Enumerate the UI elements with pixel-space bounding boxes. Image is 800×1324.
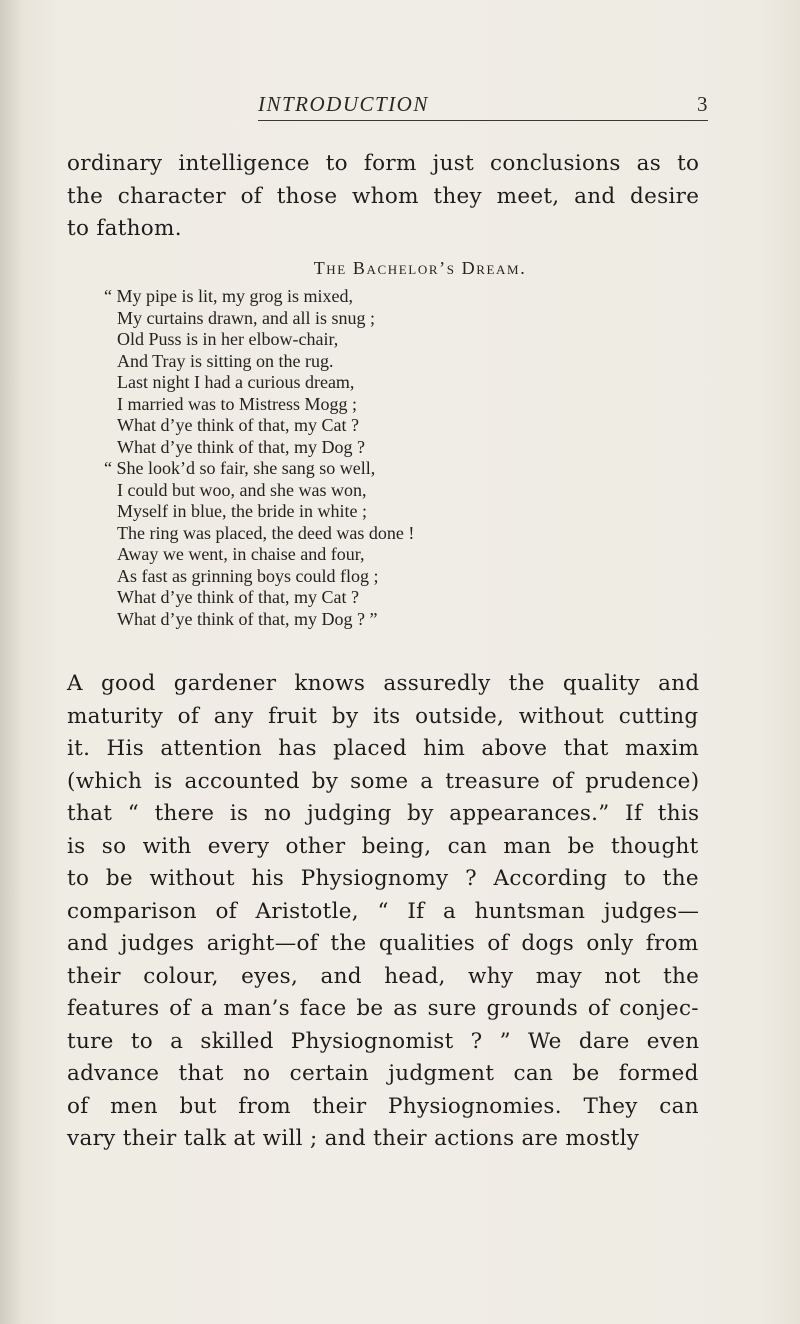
text-line: features of a man’s face be as sure grounds of conjec- bbox=[67, 996, 699, 1021]
text-line: ture to a skilled Physiognomist ? ” We dare even bbox=[67, 1028, 700, 1054]
verse-line: Myself in blue, the bride in white ; bbox=[117, 501, 367, 521]
poem-stanza-1 bbox=[0, 286, 800, 458]
text-line: A good gardener knows assuredly the quality and bbox=[67, 671, 700, 696]
verse-line: I could but woo, and she was won, bbox=[117, 479, 367, 500]
poem-title: The Bachelor’s Dream. bbox=[313, 258, 527, 278]
page-header bbox=[0, 92, 800, 122]
verse-line: I married was to Mistress Mogg ; bbox=[117, 393, 357, 414]
spine-shadow bbox=[0, 0, 22, 1324]
verse-line: The ring was placed, the deed was done ! bbox=[117, 522, 415, 543]
verse-line: Away we went, in chaise and four, bbox=[117, 544, 365, 564]
text-line: it. His attention has placed him above that maxim bbox=[67, 736, 700, 761]
text-line: (which is accounted by some a treasure of prudence) bbox=[67, 768, 700, 794]
text-line: their colour, eyes, and head, why may not the bbox=[67, 963, 700, 989]
text-line: the character of those whom they meet, and desire bbox=[67, 183, 700, 209]
text-line: that “ there is no judging by appearances.” If this bbox=[67, 801, 700, 826]
verse-line: “ My pipe is lit, my grog is mixed, bbox=[104, 286, 353, 306]
verse-line: As fast as grinning boys could flog ; bbox=[117, 565, 379, 586]
verse-line: What d’ye think of that, my Cat ? bbox=[117, 415, 359, 435]
verse-line: My curtains drawn, and all is snug ; bbox=[117, 307, 375, 328]
text-line: is so with every other being, can man be thought bbox=[67, 833, 699, 859]
text-line: vary their talk at will ; and their actions are mostly bbox=[67, 1126, 640, 1151]
text-line: to fathom. bbox=[67, 216, 182, 241]
verse-line: What d’ye think of that, my Dog ? bbox=[117, 436, 365, 457]
text-line: comparison of Aristotle, “ If a huntsman judges— bbox=[67, 898, 700, 924]
header-rule bbox=[258, 120, 708, 121]
text-line: and judges aright—of the qualities of dogs only from bbox=[67, 931, 699, 956]
text-line: of men but from their Physiognomies. They can bbox=[67, 1093, 699, 1119]
verse-line: Last night I had a curious dream, bbox=[117, 372, 355, 392]
verse-line: What d’ye think of that, my Cat ? bbox=[117, 587, 359, 607]
verse-line: What d’ye think of that, my Dog ? ” bbox=[117, 608, 378, 629]
text-line: maturity of any fruit by its outside, without cutting bbox=[67, 703, 699, 729]
text-line: advance that no certain judgment can be formed bbox=[67, 1061, 699, 1086]
paragraph-continued bbox=[67, 148, 699, 246]
verse-line: Old Puss is in her elbow-chair, bbox=[117, 329, 339, 349]
text-line: to be without his Physiognomy ? According to the bbox=[67, 866, 699, 891]
verse-line: And Tray is sitting on the rug. bbox=[117, 350, 334, 371]
text-line: ordinary intelligence to form just conclusions as to bbox=[67, 151, 700, 176]
poem-stanza-2 bbox=[0, 458, 800, 630]
running-head: INTRODUCTION bbox=[258, 92, 429, 116]
page-number: 3 bbox=[697, 92, 708, 116]
paragraph-physiognomy bbox=[67, 668, 699, 1156]
verse-line: “ She look’d so fair, she sang so well, bbox=[104, 458, 376, 478]
